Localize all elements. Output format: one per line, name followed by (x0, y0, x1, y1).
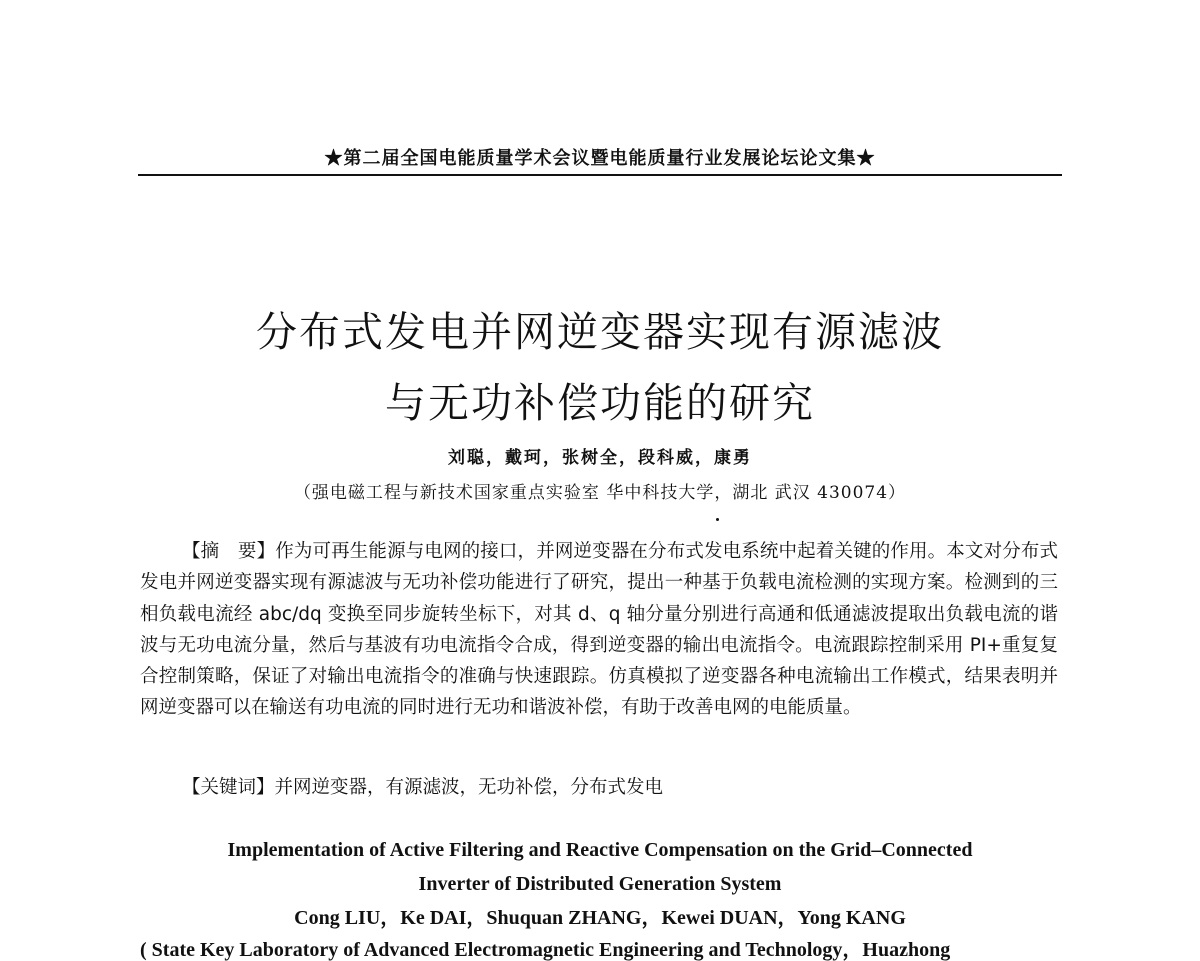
english-title-line-2: Inverter of Distributed Generation System (418, 873, 782, 895)
keywords-paragraph (140, 772, 1058, 803)
abstract-label: 【摘 要】 (182, 541, 276, 562)
affiliation: （强电磁工程与新技术国家重点实验室 华中科技大学，湖北 武汉 430074） (293, 483, 907, 503)
paper-title-line-1: 分布式发电并网逆变器实现有源滤波 (256, 308, 944, 356)
running-header: ★第二届全国电能质量学术会议暨电能质量行业发展论坛论文集★ (324, 148, 876, 169)
english-authors: Cong LIU，Ke DAI，Shuquan ZHANG，Kewei DUAN，Yong KANG (294, 907, 906, 929)
keywords-text: 并网逆变器，有源滤波，无功补偿，分布式发电 (274, 777, 664, 798)
header-rule (138, 174, 1062, 176)
author-list: 刘聪，戴珂，张树全，段科威，康勇 (448, 448, 752, 468)
stray-dot (716, 518, 719, 521)
english-affiliation: ( State Key Laboratory of Advanced Electromagnetic Engineering and Technology，Huazhong (140, 939, 951, 961)
english-title-line-1: Implementation of Active Filtering and Reactive Compensation on the Grid–Connected (227, 839, 973, 861)
abstract-text: 作为可再生能源与电网的接口，并网逆变器在分布式发电系统中起着关键的作用。本文对分布式发电并网逆变器实现有源滤波与无功补偿功能进行了研究，提出一种基于负载电流检测的实现方案。检测到的三相负载电流经 abc/dq 变换至同步旋转坐标下，对其 d、q 轴分量分别进行高通和低通滤波提取出负载电流的谐波与无功电流分量，然后与基波有功电流指令合成，得到逆变器的输出电流指令。电流跟踪控制采用 PI+重复复合控制策略，保证了对输出电流指令的准确与快速跟踪。仿真模拟了逆变器各种电流输出工作模式，结果表明并网逆变器可以在输送有功电流的同时进行无功和谐波补偿，有助于改善电网的电能质量。 (140, 541, 1058, 719)
keywords-label: 【关键词】 (182, 777, 275, 798)
abstract-paragraph (140, 536, 1058, 724)
paper-title-line-2: 与无功补偿功能的研究 (385, 379, 815, 427)
